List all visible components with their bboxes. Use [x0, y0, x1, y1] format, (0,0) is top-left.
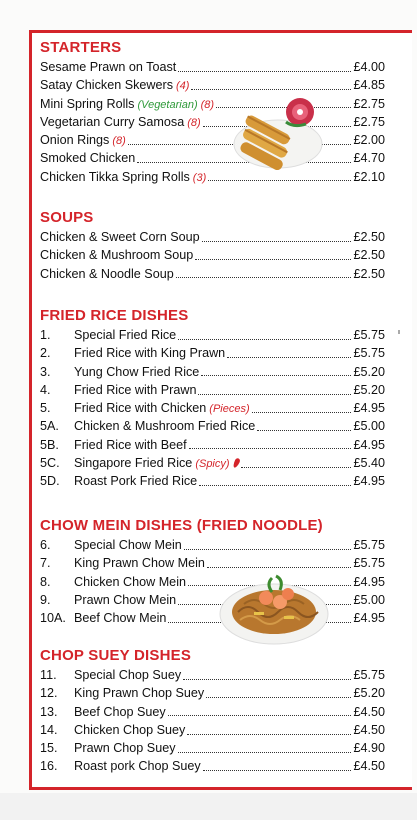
menu-item [40, 326, 385, 344]
item-price: £4.50 [353, 704, 385, 719]
item-quantity-note: (3) [192, 171, 207, 184]
item-number: 5. [40, 401, 51, 416]
menu-item [40, 573, 385, 591]
section-starters [40, 38, 385, 186]
section-title-fried-rice: FRIED RICE DISHES [40, 307, 189, 324]
item-number: 5A. [40, 419, 59, 434]
item-number: 14. [40, 722, 58, 737]
menu-item [40, 609, 385, 627]
fried-rice-list [40, 326, 385, 491]
item-price: £2.50 [353, 230, 385, 244]
item-name: Special Fried Rice [74, 328, 177, 342]
starters-list [40, 58, 385, 186]
item-price: £4.95 [353, 611, 385, 626]
menu-item [40, 472, 385, 490]
item-price: £4.95 [353, 474, 385, 489]
item-price: £2.75 [353, 96, 385, 111]
item-number: 15. [40, 741, 58, 756]
leader-dots [187, 734, 351, 735]
item-price: £4.90 [353, 741, 385, 756]
menu-item [40, 344, 385, 362]
menu-item [40, 739, 385, 757]
item-price: £4.50 [353, 722, 385, 737]
menu-item [40, 131, 385, 149]
item-name: Chicken & Sweet Corn Soup [40, 230, 200, 244]
leader-dots [198, 394, 351, 395]
leader-dots [178, 339, 351, 340]
item-price: £2.50 [353, 266, 385, 281]
menu-item [40, 363, 385, 381]
section-title-starters: STARTERS [40, 39, 122, 56]
menu-item [40, 381, 385, 399]
item-number: 10A. [40, 611, 66, 626]
item-note: (Pieces) [209, 403, 250, 416]
item-name: Sesame Prawn on Toast [40, 60, 177, 74]
item-number: 8. [40, 574, 51, 589]
item-name: Yung Chow Fried Rice [74, 364, 200, 379]
item-number: 4. [40, 382, 51, 397]
item-name: Singapore Fried Rice [74, 456, 193, 471]
item-price: £2.00 [353, 133, 385, 148]
menu-item [40, 113, 385, 131]
item-name: Fried Rice with Beef [74, 437, 187, 452]
item-name: Onion Rings [40, 133, 110, 148]
menu-item [40, 721, 385, 739]
leader-dots [168, 715, 352, 716]
item-name: Beef Chow Mein [74, 611, 167, 626]
item-price: £5.40 [353, 456, 385, 471]
leader-dots [178, 752, 352, 753]
menu-item [40, 95, 385, 113]
item-number: 5D. [40, 474, 60, 489]
leader-dots [199, 485, 351, 486]
item-name: Special Chow Mein [74, 538, 182, 552]
section-title-chop-suey: CHOP SUEY DISHES [40, 647, 192, 664]
spring-rolls-photo [228, 92, 324, 174]
chow-mein-photo [218, 568, 330, 648]
section-chow-mein [40, 516, 385, 627]
leader-dots [201, 375, 351, 376]
menu-item [40, 265, 385, 283]
item-name: Chicken Chop Suey [74, 722, 186, 737]
item-name: Fried Rice with Chicken [74, 401, 207, 416]
item-price: £5.20 [353, 382, 385, 397]
leader-dots [191, 89, 351, 90]
item-name: Mini Spring Rolls [40, 96, 135, 111]
menu-item [40, 757, 385, 775]
leader-dots [178, 71, 351, 72]
item-name: Prawn Chow Mein [74, 592, 177, 607]
item-name: Beef Chop Suey [74, 704, 166, 719]
leader-dots [257, 430, 351, 431]
menu-item [40, 228, 385, 246]
menu-item [40, 591, 385, 609]
chili-pepper-icon [232, 457, 241, 468]
section-title-chow-mein: CHOW MEIN DISHES (FRIED NOODLE) [40, 517, 323, 534]
item-number: 13. [40, 704, 58, 719]
item-price: £5.00 [353, 592, 385, 607]
item-price: £5.75 [353, 538, 385, 552]
item-name: Special Chop Suey [74, 668, 182, 682]
item-price: £5.75 [353, 328, 385, 342]
item-price: £5.75 [353, 346, 385, 361]
item-name: Chicken & Mushroom Fried Rice [74, 419, 256, 434]
item-price: £4.95 [353, 574, 385, 589]
item-name: Smoked Chicken [40, 151, 136, 166]
item-name: King Prawn Chop Suey [74, 686, 205, 701]
page-bottom-margin [0, 793, 417, 820]
item-number: 6. [40, 538, 51, 552]
item-name: Roast pork Chop Suey [74, 759, 201, 774]
item-price: £5.75 [353, 668, 385, 682]
item-number: 16. [40, 759, 58, 774]
menu-item [40, 417, 385, 435]
item-number: 7. [40, 556, 51, 571]
item-price: £5.00 [353, 419, 385, 434]
menu-item [40, 399, 385, 417]
menu-item [40, 703, 385, 721]
item-name: Chicken Tikka Spring Rolls [40, 169, 190, 184]
item-price: £4.85 [353, 78, 385, 93]
item-price: £2.50 [353, 248, 385, 263]
item-name: Fried Rice with Prawn [74, 382, 197, 397]
menu-item [40, 554, 385, 572]
menu-item [40, 58, 385, 76]
item-price: £4.00 [353, 60, 385, 74]
item-price: £4.70 [353, 151, 385, 166]
item-name: Prawn Chop Suey [74, 741, 176, 756]
item-name: Chicken & Noodle Soup [40, 266, 174, 281]
chow-mein-list [40, 536, 385, 627]
item-name: King Prawn Chow Mein [74, 556, 205, 571]
section-title-soups: SOUPS [40, 209, 94, 226]
menu-item [40, 436, 385, 454]
vegetarian-note: (Vegetarian) [137, 98, 198, 111]
item-number: 11. [40, 668, 57, 682]
item-name: Vegetarian Curry Samosa [40, 114, 185, 129]
item-name: Roast Pork Fried Rice [74, 474, 198, 489]
section-fried-rice [40, 306, 385, 491]
item-price: £2.75 [353, 114, 385, 129]
menu-item [40, 246, 385, 264]
leader-dots [203, 770, 352, 771]
chop-suey-list [40, 666, 385, 776]
item-name: Satay Chicken Skewers [40, 78, 173, 93]
leader-dots [252, 412, 352, 413]
leader-dots [202, 241, 352, 242]
item-quantity-note: (4) [176, 80, 190, 93]
leader-dots [184, 549, 352, 550]
menu-item [40, 168, 385, 186]
item-price: £5.20 [353, 364, 385, 379]
item-price: £4.95 [353, 437, 385, 452]
item-name: Chicken Chow Mein [74, 574, 186, 589]
section-chop-suey [40, 646, 385, 776]
section-soups [40, 208, 385, 283]
item-name: Fried Rice with King Prawn [74, 346, 226, 361]
leader-dots [227, 357, 351, 358]
leader-dots [195, 259, 351, 260]
item-price: £5.75 [353, 556, 385, 571]
leader-dots [189, 448, 352, 449]
item-quantity-note: (8) [112, 135, 126, 148]
leader-dots [206, 697, 351, 698]
menu-item [40, 666, 385, 684]
item-quantity-note: (8) [200, 98, 215, 111]
menu-item [40, 536, 385, 554]
item-number: 1. [40, 328, 51, 342]
menu-item [40, 454, 385, 472]
soups-list [40, 228, 385, 283]
leader-dots [208, 180, 351, 181]
menu-item [40, 76, 385, 94]
item-number: 3. [40, 364, 51, 379]
paper-speck [398, 330, 400, 334]
item-quantity-note: (8) [187, 116, 201, 129]
menu-item [40, 684, 385, 702]
item-price: £2.10 [353, 169, 385, 184]
spicy-note: (Spicy) [195, 458, 230, 471]
item-price: £5.20 [353, 686, 385, 701]
item-price: £4.95 [353, 401, 385, 416]
menu-item [40, 149, 385, 167]
leader-dots [176, 277, 352, 278]
item-number: 12. [40, 686, 58, 701]
item-name: Chicken & Mushroom Soup [40, 248, 194, 263]
leader-dots [241, 467, 352, 468]
item-number: 5C. [40, 456, 60, 471]
leader-dots [183, 679, 351, 680]
item-number: 2. [40, 346, 51, 361]
item-number: 9. [40, 592, 51, 607]
item-price: £4.50 [353, 759, 385, 774]
item-number: 5B. [40, 437, 59, 452]
